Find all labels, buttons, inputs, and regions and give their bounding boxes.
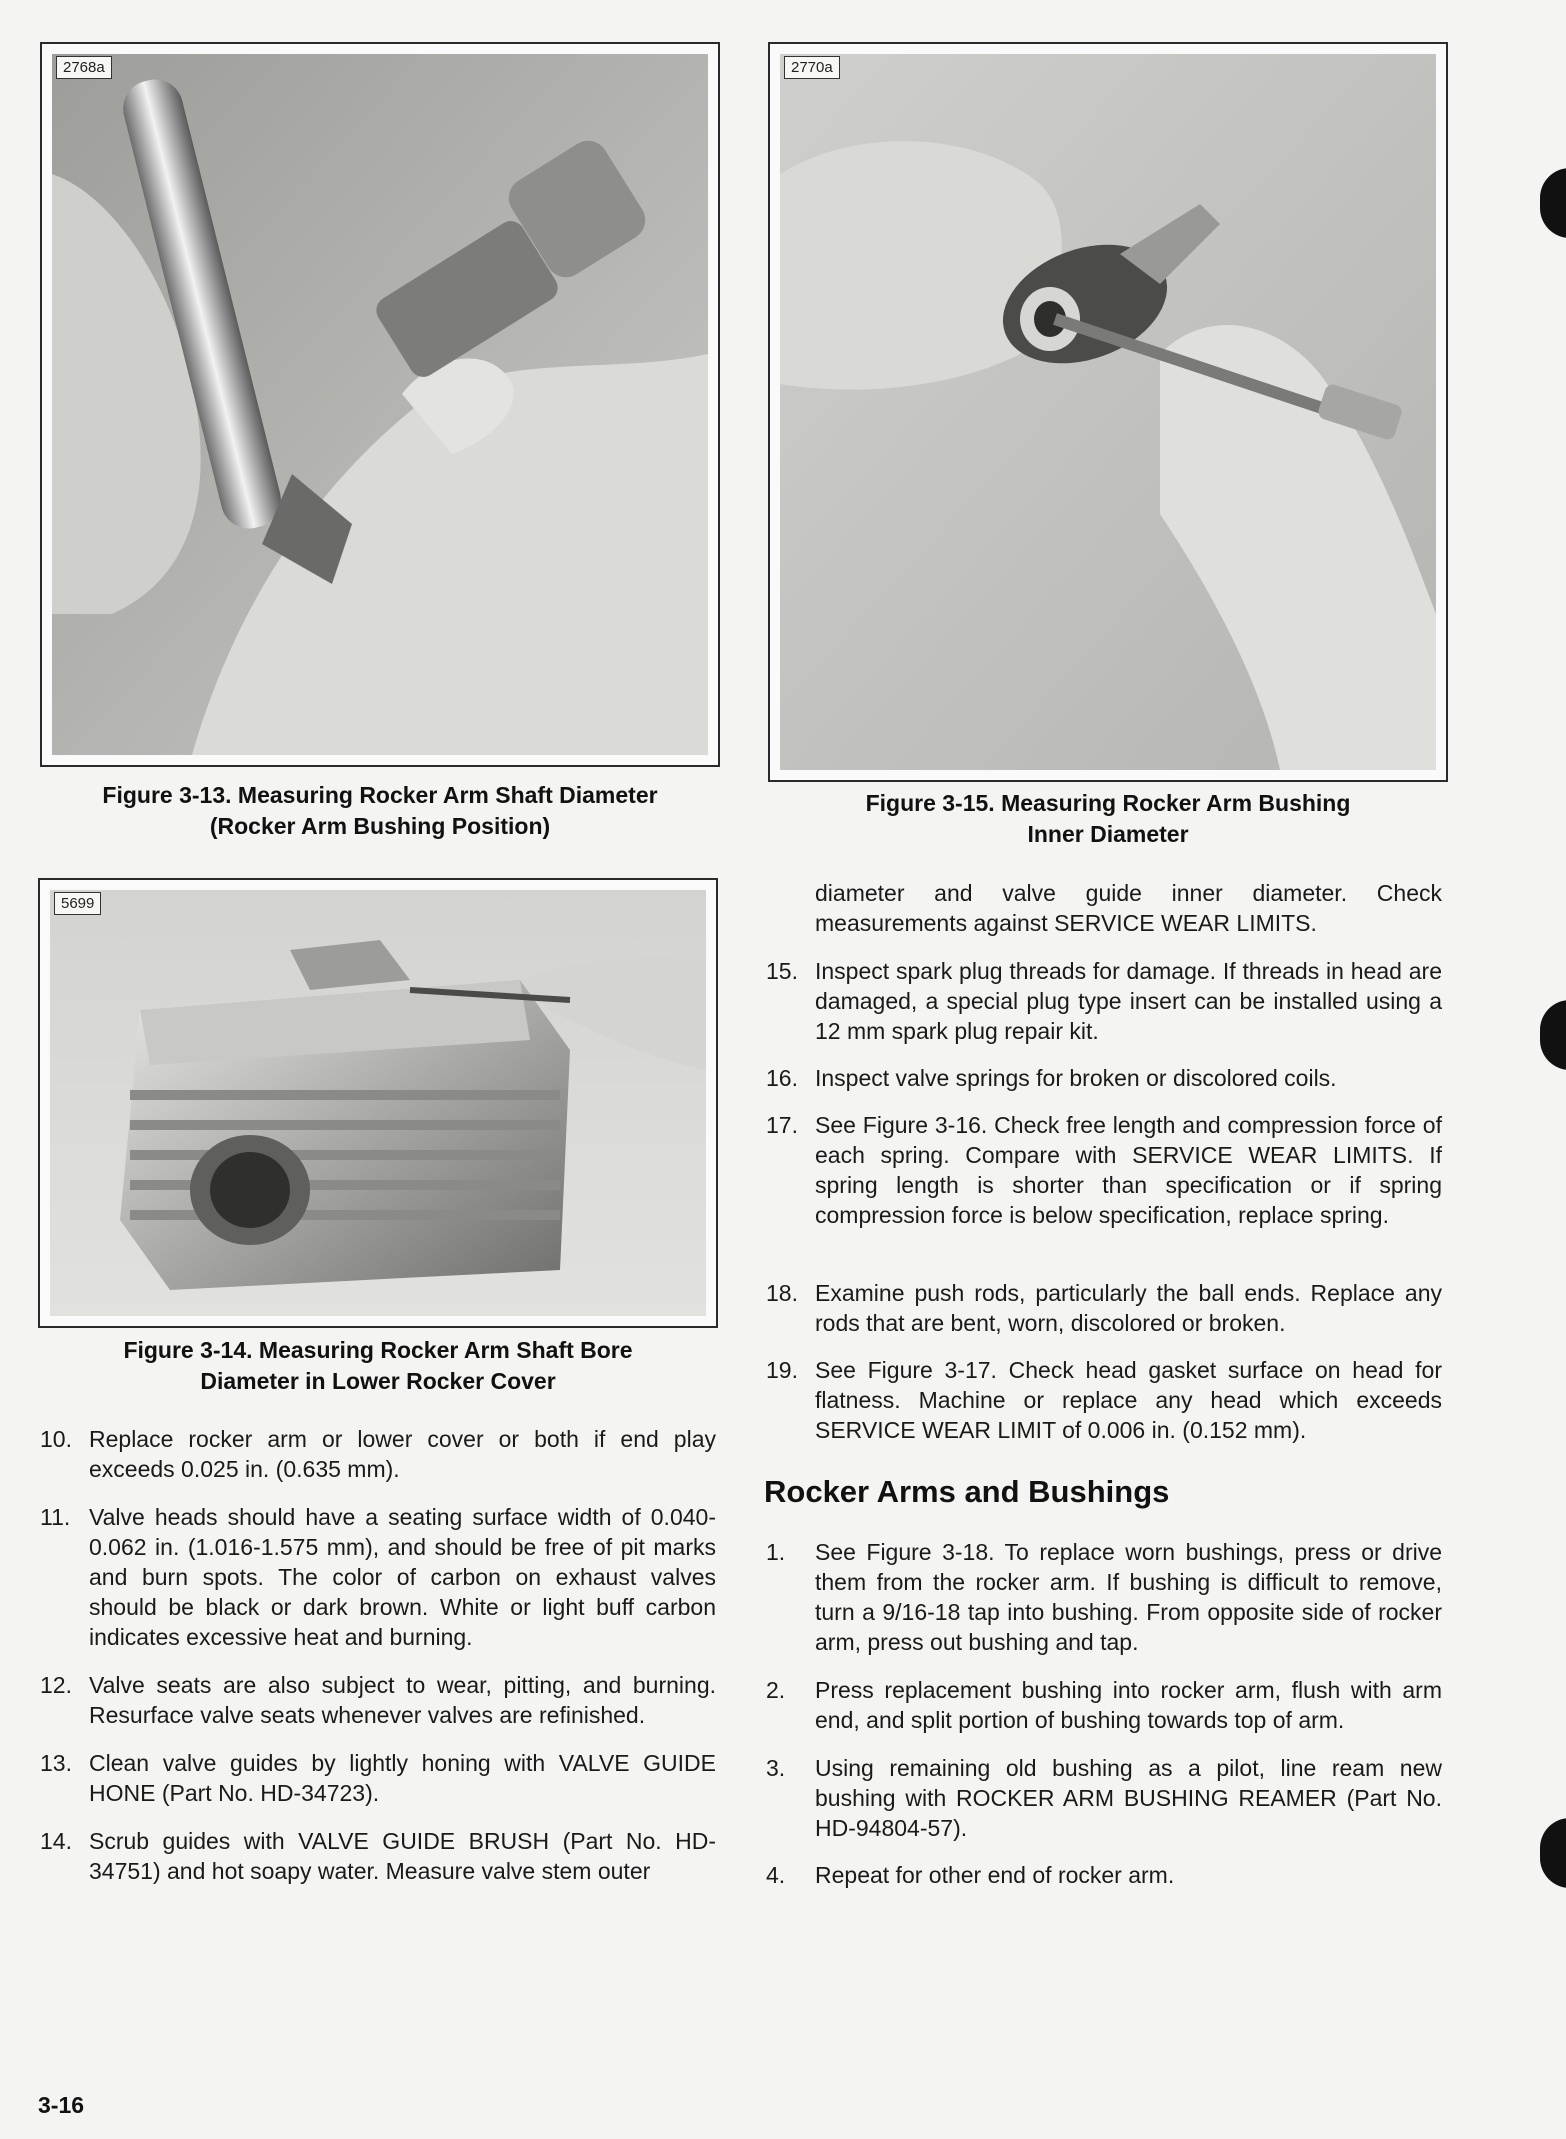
- list-item: [40, 1748, 716, 1808]
- step-text: Inspect spark plug threads for damage. If threads in head are damaged, a special plug type insert can be installed using a 12 mm spark plug repair kit.: [815, 958, 1442, 1044]
- step-number: 19.: [766, 1357, 798, 1383]
- step-text: Valve seats are also subject to wear, pitting, and burning. Resurface valve seats whenever valves are refinished.: [89, 1672, 716, 1728]
- step-number: 10.: [40, 1426, 72, 1452]
- figure-id-label: 2768a: [56, 56, 112, 79]
- figure-3-13: [40, 42, 720, 767]
- binder-tab-mark: [1540, 1818, 1566, 1888]
- step-text: See Figure 3-16. Check free length and compression force of each spring. Compare with SERVICE WEAR LIMITS. If spring length is shorter than specification or if spring compression force is below specification, replace spring.: [815, 1112, 1442, 1228]
- step-text: Replace rocker arm or lower cover or both if end play exceeds 0.025 in. (0.635 mm).: [89, 1426, 716, 1482]
- step-text: See Figure 3-18. To replace worn bushings, press or drive them from the rocker arm. If bushing is difficult to remove, turn a 9/16-18 tap into bushing. From opposite side of rocker arm, press out bushing and tap.: [815, 1539, 1442, 1655]
- step-text: diameter and valve guide inner diameter. Check measurements against SERVICE WEAR LIMITS.: [815, 880, 1442, 936]
- list-item: [766, 1110, 1442, 1260]
- figure-id-label: 5699: [54, 892, 101, 915]
- step-text: Examine push rods, particularly the ball ends. Replace any rods that are bent, worn, discolored or broken.: [815, 1280, 1442, 1336]
- step-number: 3.: [766, 1755, 786, 1781]
- list-item: [40, 1670, 716, 1730]
- figure-3-15-caption: Figure 3-15. Measuring Rocker Arm Bushing Inner Diameter: [865, 790, 1351, 847]
- section-heading: Rocker Arms and Bushings: [764, 1474, 1170, 1509]
- page-number: 3-16: [38, 2092, 85, 2118]
- binder-tab-mark: [1540, 168, 1566, 238]
- step-number: 18.: [766, 1280, 798, 1306]
- step-text: Press replacement bushing into rocker arm, flush with arm end, and split portion of bushing towards top of arm.: [815, 1677, 1442, 1733]
- list-item: [766, 1753, 1442, 1843]
- micrometer-shaft-photo: [52, 54, 708, 755]
- step-number: 17.: [766, 1112, 798, 1138]
- step-number: 1.: [766, 1539, 786, 1565]
- step-number: 13.: [40, 1750, 72, 1776]
- step-text: Repeat for other end of rocker arm.: [815, 1862, 1175, 1888]
- list-item: [766, 1063, 1442, 1093]
- step-number: 2.: [766, 1677, 786, 1703]
- list-item: [766, 1537, 1442, 1657]
- figure-3-13-caption: Figure 3-13. Measuring Rocker Arm Shaft Diameter (Rocker Arm Bushing Position): [102, 782, 658, 839]
- list-item: [766, 1278, 1442, 1338]
- step-number: 14.: [40, 1828, 72, 1854]
- figure-3-14: [38, 878, 718, 1328]
- step-number: 15.: [766, 958, 798, 984]
- step-number: 16.: [766, 1065, 798, 1091]
- list-item: [766, 1675, 1442, 1735]
- cylinder-head-photo: [50, 890, 706, 1316]
- step-text: Valve heads should have a seating surface width of 0.040-0.062 in. (1.016-1.575 mm), and should be free of pit marks and burn spots. The color of carbon on exhaust valves should be black or dark brown. White or light buff carbon indicates excessive heat and burning.: [89, 1504, 716, 1650]
- list-item: [40, 1826, 716, 1886]
- figure-id-label: 2770a: [784, 56, 840, 79]
- list-item: [766, 1860, 1442, 1890]
- step-text: Inspect valve springs for broken or discolored coils.: [815, 1065, 1337, 1091]
- step-text: See Figure 3-17. Check head gasket surface on head for flatness. Machine or replace any head which exceeds SERVICE WEAR LIMIT of 0.006 in. (0.152 mm).: [815, 1357, 1442, 1443]
- step-number: 4.: [766, 1862, 786, 1888]
- step-text: Clean valve guides by lightly honing with VALVE GUIDE HONE (Part No. HD-34723).: [89, 1750, 716, 1806]
- step-text: Scrub guides with VALVE GUIDE BRUSH (Part No. HD-34751) and hot soapy water. Measure valve stem outer: [89, 1828, 716, 1884]
- list-item: [766, 956, 1442, 1046]
- figure-3-14-caption: Figure 3-14. Measuring Rocker Arm Shaft Bore Diameter in Lower Rocker Cover: [123, 1337, 633, 1394]
- bushing-gauge-photo: [780, 54, 1436, 770]
- list-item: [40, 1502, 716, 1652]
- list-item: [40, 1424, 716, 1484]
- step-14-continuation: [766, 878, 1442, 938]
- step-number: 12.: [40, 1672, 72, 1698]
- figure-3-15: [768, 42, 1448, 782]
- step-text: Using remaining old bushing as a pilot, line ream new bushing with ROCKER ARM BUSHING REAMER (Part No. HD-94804-57).: [815, 1755, 1442, 1841]
- step-number: 11.: [40, 1504, 71, 1530]
- binder-tab-mark: [1540, 1000, 1566, 1070]
- list-item: [766, 1355, 1442, 1445]
